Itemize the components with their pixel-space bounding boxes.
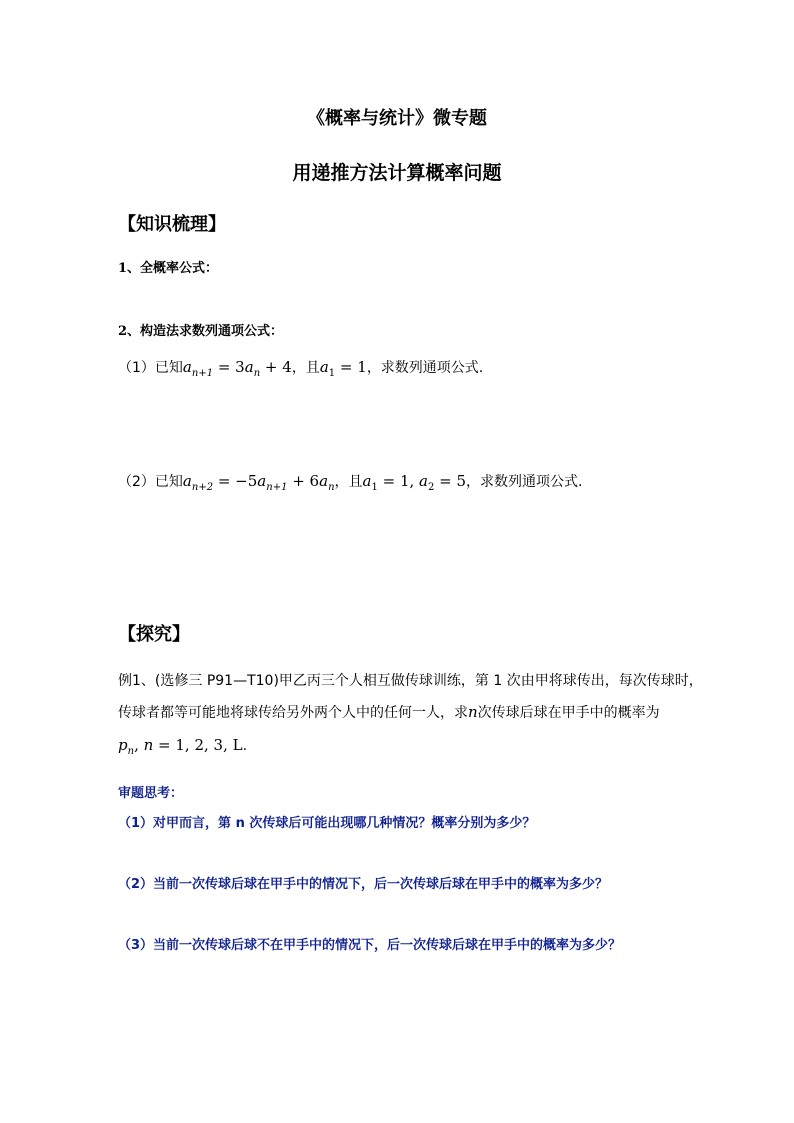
thinking-heading: 审题思考：	[118, 786, 184, 801]
example-line-2	[118, 702, 660, 722]
question-1	[118, 357, 483, 379]
question-1-suffix: ，求数列通项公式.	[366, 360, 484, 376]
question-2	[118, 471, 583, 493]
example-line-1-text: 甲乙丙三个人相互做传球训练，第 1 次由甲将球传出，每次传球时，	[278, 673, 703, 689]
example-line-3-end: .	[242, 738, 248, 754]
formula-recurrence-2: $a_{n+2} = -5a_{n+1} + 6a_n$	[182, 472, 335, 493]
knowledge-item-1: 1、全概率公式：	[118, 261, 219, 276]
formula-pn: $p_n$, n = 1, 2, 3, L	[118, 736, 243, 757]
example-line-1	[118, 670, 703, 690]
example-source: 例1、(选修三 P91—T10)	[118, 673, 279, 689]
question-2-middle: ，且	[334, 474, 363, 490]
question-1-prefix: （1）已知	[118, 360, 183, 376]
example-line-2-end: 次传球后球在甲手中的概率为	[477, 705, 660, 721]
formula-initial-2: $a_1 = 1$, $a_2 = 5$	[362, 472, 467, 493]
thinking-item-3: （3）当前一次传球后球不在甲手中的情况下，后一次传球后球在甲手中的概率为多少？	[118, 938, 622, 953]
example-line-3	[118, 736, 247, 757]
formula-recurrence-1: $a_{n+1} = 3a_n + 4$	[182, 358, 292, 379]
page-title: 《概率与统计》微专题	[307, 108, 487, 129]
page-subtitle: 用递推方法计算概率问题	[292, 162, 502, 184]
knowledge-item-2: 2、构造法求数列通项公式：	[118, 324, 284, 339]
example-line-2-text: 传球者都等可能地将球传给另外两个人中的任何一人，求	[118, 705, 468, 721]
question-2-prefix: （2）已知	[118, 474, 183, 490]
section-heading-explore: 【探究】	[118, 624, 190, 645]
question-1-middle: ，且	[291, 360, 320, 376]
question-2-suffix: ，求数列通项公式.	[466, 474, 583, 490]
thinking-item-2: （2）当前一次传球后球在甲手中的情况下，后一次传球后球在甲手中的概率为多少？	[118, 877, 609, 892]
thinking-item-1: （1）对甲而言，第 n 次传球后可能出现哪几种情况？概率分别为多少？	[118, 816, 536, 831]
formula-n: n	[468, 703, 478, 721]
section-heading-knowledge: 【知识梳理】	[118, 214, 226, 235]
formula-initial-1: $a_1 = 1$	[319, 358, 367, 379]
